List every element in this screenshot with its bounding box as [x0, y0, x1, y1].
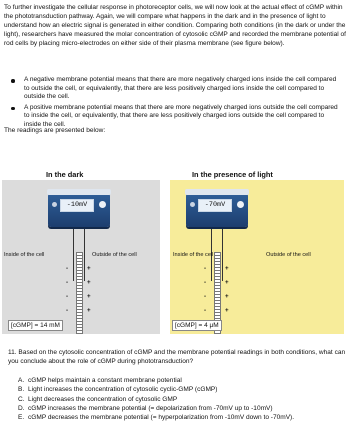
dark-inside-label: Inside of the cell: [4, 252, 45, 258]
definition-list: [10, 76, 340, 132]
minus-sign: -: [204, 279, 207, 286]
plus-sign: +: [225, 265, 229, 272]
dial-icon: [190, 202, 195, 207]
plus-sign: +: [87, 279, 91, 286]
plus-sign: +: [87, 265, 91, 272]
definition-negative: [10, 76, 340, 102]
minus-sign: -: [66, 265, 69, 272]
readings-label: The readings are presented below:: [4, 127, 106, 134]
minus-sign: -: [204, 307, 207, 314]
dial-icon: [99, 201, 106, 208]
light-outside-label: Outside of the cell: [266, 252, 311, 258]
minus-sign: -: [66, 279, 69, 286]
option-e[interactable]: E. cGMP decreases the membrane potential (= hyperpolarization from -10mV down to -70mV).: [18, 414, 295, 422]
intro-paragraph: To further investigate the cellular response in photoreceptor cells, we will now look at the actual effect of cGMP within the phototransduction pathway. Again, we will compare what happens in the dark and in the presence of light to understand how an electric signal is generated in either condition. Comparing both conditions (in the dark or under the light), researchers have measured the molar concentration of cytosolic cGMP and recorded the membrane potential of rod cells by placing micro-electrodes on either side of their plasma membrane (see figure below).: [4, 4, 346, 48]
dark-cgmp-concentration: [cGMP] = 14 mM: [8, 320, 63, 331]
plus-sign: +: [87, 307, 91, 314]
dial-icon: [237, 201, 244, 208]
option-b[interactable]: B. Light increases the concentration of cytosolic cyclic-GMP (cGMP): [18, 386, 218, 394]
definition-positive-text: A positive membrane potential means that there are more negatively charged ions outside the cell compared to inside the cell, or equivalently, that there are less positively charged ions outside the cell compared to inside the cell.: [24, 103, 338, 128]
light-meter-display: -70mV: [198, 199, 232, 212]
bullet-icon: [11, 79, 15, 83]
dial-icon: [52, 202, 57, 207]
light-panel-title: In the presence of light: [192, 170, 273, 179]
plus-sign: +: [225, 279, 229, 286]
minus-sign: -: [204, 293, 207, 300]
dark-panel-title: In the dark: [46, 170, 84, 179]
minus-sign: -: [66, 307, 69, 314]
plus-sign: +: [225, 293, 229, 300]
definition-positive: [10, 104, 340, 130]
dark-outside-label: Outside of the cell: [92, 252, 137, 258]
answer-options: [18, 376, 348, 422]
definition-negative-text: A negative membrane potential means that there are more negatively charged ions inside the cell compared to outside the cell, or equivalently, that there are less positively charged ions inside the cell compared to outside the cell.: [24, 76, 337, 101]
question-text: 11. Based on the cytosolic concentration of cGMP and the membrane potential readings in both conditions, what can you conclude about the role of cGMP during phototransduction?: [8, 349, 346, 365]
option-a[interactable]: A. cGMP helps maintain a constant membrane potential: [18, 377, 182, 384]
electrode-wire: [222, 229, 223, 281]
option-c[interactable]: C. Light decreases the concentration of cytosolic GMP: [18, 395, 178, 403]
bullet-icon: [11, 107, 15, 111]
electrode-wire: [84, 229, 85, 281]
dark-voltmeter: [48, 193, 110, 227]
option-d[interactable]: D. cGMP increases the membrane potential (= depolarization from -70mV up to -10mV): [18, 404, 273, 412]
light-voltmeter: [186, 193, 248, 227]
minus-sign: -: [66, 293, 69, 300]
electrode-wire: [73, 229, 74, 281]
light-cgmp-concentration: [cGMP] = 4 μM: [172, 320, 222, 331]
plus-sign: +: [225, 307, 229, 314]
plus-sign: +: [87, 293, 91, 300]
dark-membrane: [76, 252, 83, 334]
minus-sign: -: [204, 265, 207, 272]
dark-meter-display: -10mV: [60, 199, 94, 212]
light-inside-label: Inside of the cell: [173, 252, 214, 258]
